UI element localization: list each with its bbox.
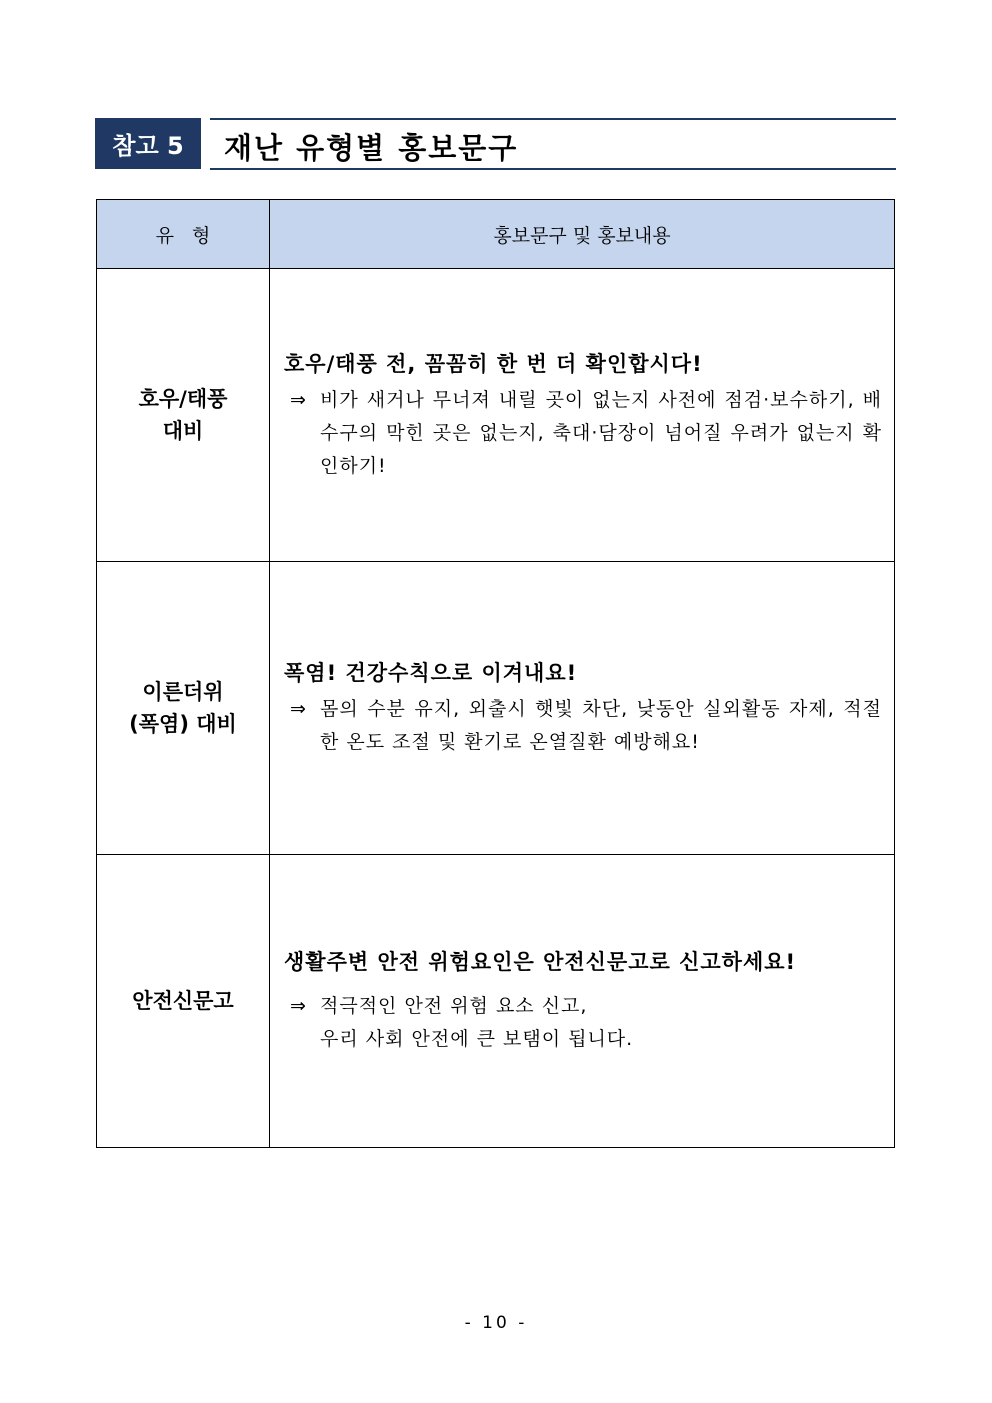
campaign-table	[96, 199, 895, 1148]
type-label: 이른더위 (폭염) 대비	[129, 680, 237, 736]
arrow-icon: ⇒	[290, 995, 307, 1017]
table-row	[97, 855, 895, 1148]
slogan: 호우/태풍 전, 꼼꼼히 한 번 더 확인합시다!	[284, 351, 703, 376]
content-cell	[270, 855, 895, 1148]
reference-badge: 참고 5	[95, 118, 201, 169]
description	[284, 990, 882, 1056]
description-text: 비가 새거나 무너져 내릴 곳이 없는지 사전에 점검·보수하기, 배수구의 막힌 곳은 없는지, 축대·담장이 넘어질 우려가 없는지 확인하기!	[320, 388, 882, 477]
type-cell	[97, 562, 270, 855]
content-cell	[270, 269, 895, 562]
table-row	[97, 562, 895, 855]
arrow-icon: ⇒	[290, 698, 307, 720]
type-label: 안전신문고	[132, 989, 234, 1013]
arrow-icon: ⇒	[290, 388, 307, 411]
description-text: 몸의 수분 유지, 외출시 햇빛 차단, 낮동안 실외활동 자제, 적절한 온도 조절 및 환기로 온열질환 예방해요!	[320, 698, 882, 753]
type-cell	[97, 855, 270, 1148]
page-title: 재난 유형별 홍보문구	[224, 131, 519, 165]
title-box	[210, 118, 896, 170]
page-number: - 10 -	[464, 1313, 528, 1333]
column-header-type-label: 유 형	[155, 224, 211, 247]
description	[284, 693, 882, 759]
type-label: 호우/태풍 대비	[138, 387, 228, 443]
table-header-row	[97, 200, 895, 269]
section-header	[95, 118, 896, 169]
slogan: 생활주변 안전 위험요인은 안전신문고로 신고하세요!	[284, 950, 797, 974]
column-header-content: 홍보문구 및 홍보내용	[270, 200, 895, 269]
table-row	[97, 269, 895, 562]
type-cell	[97, 269, 270, 562]
slogan: 폭염! 건강수칙으로 이겨내요!	[284, 661, 578, 685]
description-text: 적극적인 안전 위험 요소 신고, 우리 사회 안전에 큰 보탬이 됩니다.	[320, 995, 634, 1050]
content-cell	[270, 562, 895, 855]
column-header-type	[97, 200, 270, 269]
description	[284, 384, 882, 483]
